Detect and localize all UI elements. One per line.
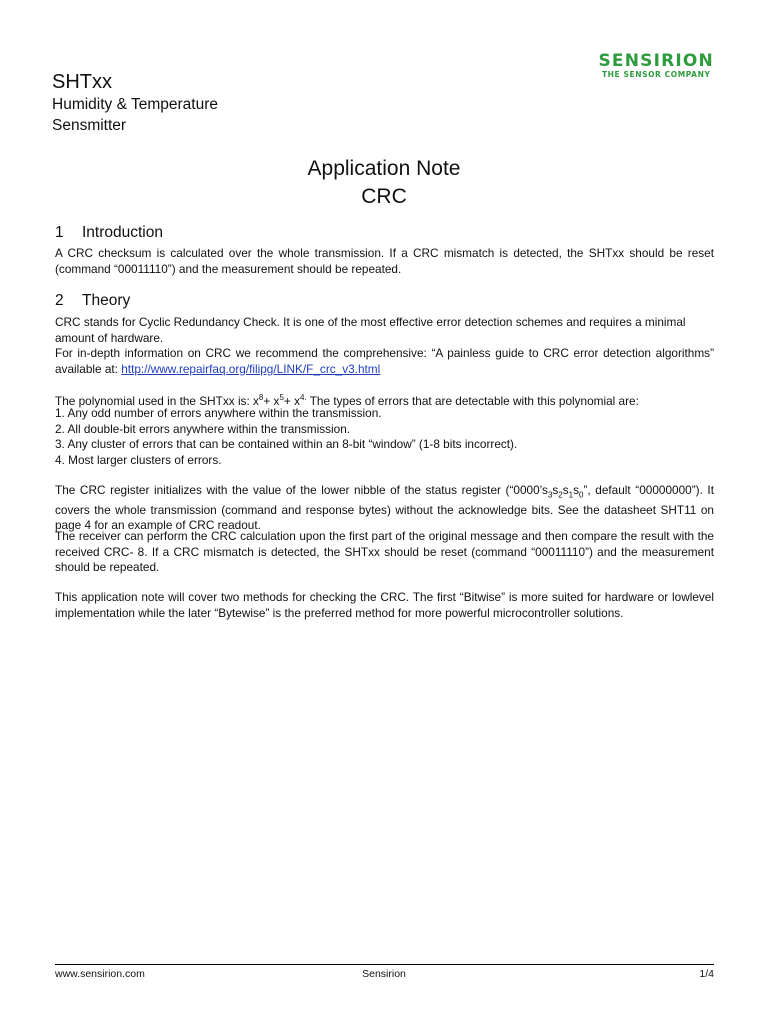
- title-line2: CRC: [361, 185, 407, 208]
- product-description-line2: Sensmitter: [52, 117, 127, 134]
- theory-paragraph-1: CRC stands for Cyclic Redundancy Check. It is one of the most effective error detection schemes and requires a minimal amount of hardware.: [55, 315, 686, 345]
- crc-register-suffix: ”, default “00000000”). It covers the whole transmission (command and response bytes) without the acknowledge bits. See the datasheet SHT11 on page 4 for an example of CRC readout.: [55, 483, 714, 533]
- receiver-paragraph: The receiver can perform the CRC calculation upon the first part of the original message and then compare the result with the received CRC- 8. If a CRC mismatch is detected, the SHTxx should be reset (command “00011110”) and the measurement should be repeated.: [55, 529, 714, 574]
- logo-tagline: THE SENSOR COMPANY: [601, 70, 711, 79]
- polynomial-suffix: The types of errors that are detectable with this polynomial are:: [306, 393, 639, 408]
- polynomial-terms: $^8+ x^5+ x^{4.}$: [258, 393, 307, 408]
- theory-paragraph-2-text: For in-depth information on CRC we recommend the comprehensive: “A painless guide to CRC error detection algorithms” available at:: [55, 346, 714, 376]
- polynomial-prefix: The polynomial used in the SHTxx is: x: [55, 393, 259, 408]
- product-name: SHTxx: [52, 71, 112, 93]
- list-item: 3. Any cluster of errors that can be contained within an 8-bit “window” (1-8 bits incorrect).: [55, 437, 518, 451]
- section-number: 1: [55, 224, 64, 241]
- introduction-paragraph: A CRC checksum is calculated over the whole transmission. If a CRC mismatch is detected, the SHTxx should be reset (command “00011110”) and the measurement should be repeated.: [55, 246, 714, 276]
- section-number: 2: [55, 292, 64, 309]
- list-item: 2. All double-bit errors anywhere within the transmission.: [55, 421, 351, 436]
- section-heading-introduction: [55, 223, 163, 243]
- logo-wordmark: SENSIRION: [598, 51, 714, 71]
- footer-divider: [55, 964, 714, 965]
- list-item: 1. Any odd number of errors anywhere within the transmission.: [55, 406, 382, 420]
- list-item: 4. Most larger clusters of errors.: [55, 452, 222, 467]
- error-types-list: [55, 406, 714, 468]
- company-logo: [598, 52, 714, 80]
- crc-guide-link[interactable]: http://www.repairfaq.org/filipg/LINK/F_crc_v3.html: [121, 361, 381, 376]
- theory-paragraph-2: [55, 346, 714, 377]
- document-title: [0, 155, 768, 211]
- title-line1: Application Note: [307, 157, 461, 180]
- footer-company: Sensirion: [362, 968, 406, 980]
- product-description-line1: Humidity & Temperature: [52, 96, 218, 113]
- footer-page-number: 1/4: [699, 968, 714, 980]
- section-heading-theory: [55, 291, 130, 311]
- crc-register-prefix: The CRC register initializes with the value of the lower nibble of the status register (“0000’s: [55, 483, 548, 497]
- section-title: Theory: [82, 292, 131, 309]
- crc-register-paragraph: [55, 483, 714, 534]
- status-bits: $_3s_2s_1s_0$: [547, 483, 584, 500]
- methods-paragraph: This application note will cover two methods for checking the CRC. The first “Bitwise” is more suited for hardware or lowlevel implementation while the later “Bytewise” is the preferred method for more powerful microcontroller solutions.: [55, 590, 714, 620]
- section-title: Introduction: [82, 224, 163, 241]
- footer-website: www.sensirion.com: [55, 968, 145, 980]
- product-header: [52, 70, 218, 136]
